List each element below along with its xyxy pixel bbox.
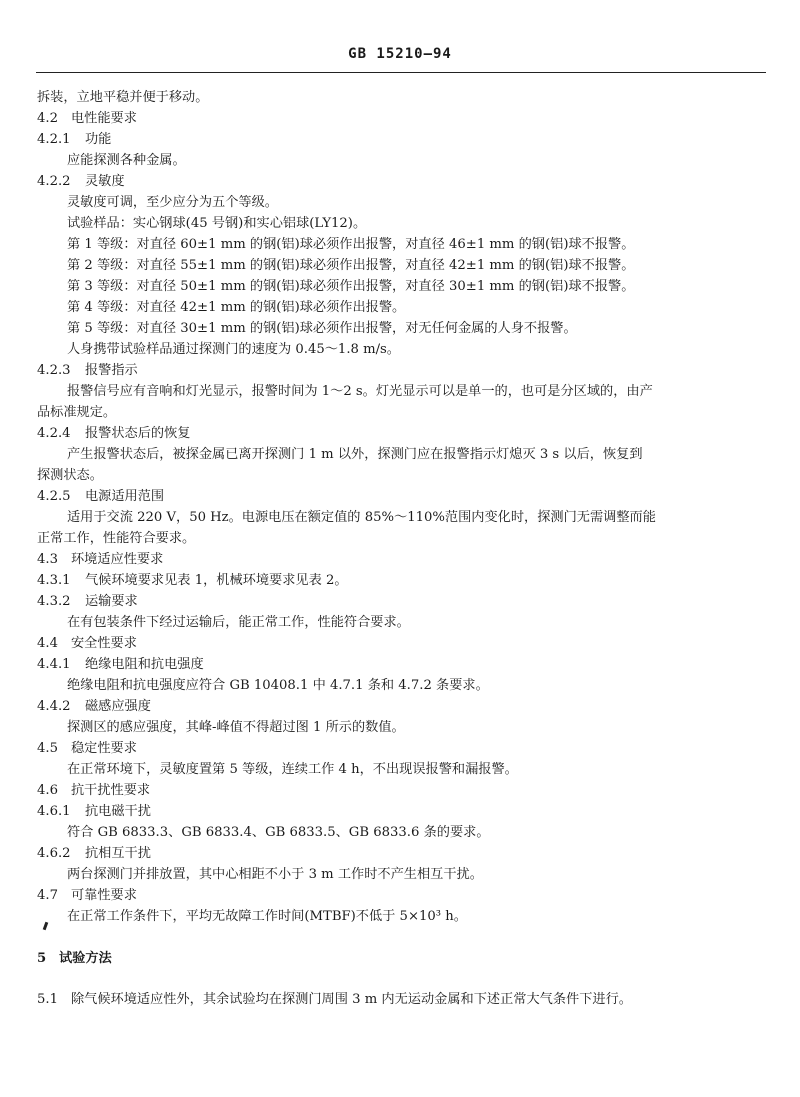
section-heading-4-6-2	[37, 846, 151, 862]
paragraph: 第 3 等级：对直径 50±1 mm 的钢(铝)球必须作出报警，对直径 30±1 mm 的钢(铝)球不报警。	[67, 279, 635, 294]
section-title: 除气候环境适应性外，其余试验均在探测门周围 3 m 内无运动金属和下述正常大气条件下进行。	[71, 992, 632, 1007]
section-heading-4-4-2	[37, 699, 151, 715]
section-heading-4-2-5	[37, 489, 164, 505]
section-title: 试验方法	[59, 951, 112, 966]
section-title: 稳定性要求	[71, 741, 137, 756]
paragraph: 在正常环境下，灵敏度置第 5 等级，连续工作 4 h，不出现误报警和漏报警。	[67, 762, 518, 777]
section-heading-4-4-1	[37, 657, 204, 673]
section-number: 4.6	[37, 783, 58, 798]
section-title: 抗相互干扰	[85, 846, 151, 861]
section-heading-4-2-1	[37, 132, 111, 148]
section-number: 4.4.1	[37, 657, 71, 672]
section-heading-4-6	[37, 783, 150, 799]
section-title: 安全性要求	[71, 636, 137, 651]
section-title: 灵敏度	[85, 174, 125, 189]
section-heading-4-5	[37, 741, 137, 757]
scan-mark	[43, 922, 49, 931]
section-title: 可靠性要求	[71, 888, 137, 903]
section-title: 报警指示	[85, 363, 138, 378]
section-title: 环境适应性要求	[71, 552, 164, 567]
section-heading-4-3-2	[37, 594, 138, 610]
section-title: 功能	[85, 132, 112, 147]
section-number: 4.3.1	[37, 573, 71, 588]
paragraph: 第 4 等级：对直径 42±1 mm 的钢(铝)球必须作出报警。	[67, 300, 406, 315]
section-heading-4-2-2	[37, 174, 125, 190]
section-title: 抗干扰性要求	[71, 783, 151, 798]
section-number: 4.6.2	[37, 846, 71, 861]
paragraph: 在有包装条件下经过运输后，能正常工作，性能符合要求。	[67, 615, 410, 630]
section-number: 4.4	[37, 636, 58, 651]
section-heading-4-3-1	[37, 573, 348, 589]
section-title: 电源适用范围	[85, 489, 165, 504]
header-rule	[36, 72, 766, 73]
section-number: 4.5	[37, 741, 58, 756]
section-number: 4.2.1	[37, 132, 71, 147]
section-heading-4-2-3	[37, 363, 138, 379]
section-title: 磁感应强度	[85, 699, 151, 714]
section-number: 4.3	[37, 552, 58, 567]
paragraph: 第 2 等级：对直径 55±1 mm 的钢(铝)球必须作出报警，对直径 42±1 mm 的钢(铝)球不报警。	[67, 258, 635, 273]
section-number: 4.6.1	[37, 804, 71, 819]
section-heading-4-4	[37, 636, 137, 652]
paragraph: 第 5 等级：对直径 30±1 mm 的钢(铝)球必须作出报警，对无任何金属的人身不报警。	[67, 321, 577, 336]
section-heading-4-2-4	[37, 426, 191, 442]
section-number: 5.1	[37, 992, 58, 1007]
paragraph: 拆装，立地平稳并便于移动。	[37, 90, 209, 105]
section-heading-5	[37, 951, 112, 967]
section-heading-4-3	[37, 552, 163, 568]
section-number: 5	[37, 951, 47, 966]
section-heading-4-2	[37, 111, 137, 127]
paragraph: 应能探测各种金属。	[67, 153, 186, 168]
section-title: 绝缘电阻和抗电强度	[85, 657, 204, 672]
paragraph: 探测状态。	[37, 468, 103, 483]
paragraph: 品标准规定。	[37, 405, 117, 420]
section-heading-5-1	[37, 992, 632, 1008]
section-number: 4.4.2	[37, 699, 71, 714]
section-title: 气候环境要求见表 1，机械环境要求见表 2。	[85, 573, 348, 588]
section-title: 抗电磁干扰	[85, 804, 151, 819]
section-number: 4.7	[37, 888, 58, 903]
section-heading-4-6-1	[37, 804, 151, 820]
section-number: 4.2.4	[37, 426, 71, 441]
paragraph: 灵敏度可调，至少应分为五个等级。	[67, 195, 278, 210]
section-number: 4.2.5	[37, 489, 71, 504]
paragraph: 两台探测门并排放置，其中心相距不小于 3 m 工作时不产生相互干扰。	[67, 867, 483, 882]
section-number: 4.2.3	[37, 363, 71, 378]
section-title: 电性能要求	[71, 111, 137, 126]
section-number: 4.2.2	[37, 174, 71, 189]
page-header: GB 15210—94	[348, 46, 452, 62]
paragraph: 探测区的感应强度，其峰-峰值不得超过图 1 所示的数值。	[67, 720, 405, 735]
section-title: 报警状态后的恢复	[85, 426, 191, 441]
paragraph: 人身携带试验样品通过探测门的速度为 0.45～1.8 m/s。	[67, 342, 400, 357]
paragraph: 绝缘电阻和抗电强度应符合 GB 10408.1 中 4.7.1 条和 4.7.2 条要求。	[67, 678, 489, 693]
section-number: 4.2	[37, 111, 58, 126]
paragraph: 符合 GB 6833.3、GB 6833.4、GB 6833.5、GB 6833.6 条的要求。	[67, 825, 490, 840]
paragraph: 在正常工作条件下，平均无故障工作时间(MTBF)不低于 5×10³ h。	[67, 909, 467, 924]
section-number: 4.3.2	[37, 594, 71, 609]
paragraph: 产生报警状态后，被探金属已离开探测门 1 m 以外，探测门应在报警指示灯熄灭 3 s 以后，恢复到	[67, 447, 643, 462]
paragraph: 试验样品：实心钢球(45 号钢)和实心铝球(LY12)。	[67, 216, 367, 231]
paragraph: 报警信号应有音响和灯光显示，报警时间为 1～2 s。灯光显示可以是单一的，也可是分区域的，由产	[67, 384, 653, 399]
section-title: 运输要求	[85, 594, 138, 609]
paragraph: 第 1 等级：对直径 60±1 mm 的钢(铝)球必须作出报警，对直径 46±1 mm 的钢(铝)球不报警。	[67, 237, 635, 252]
paragraph: 适用于交流 220 V，50 Hz。电源电压在额定值的 85%～110%范围内变化时，探测门无需调整而能	[67, 510, 656, 525]
section-heading-4-7	[37, 888, 137, 904]
paragraph: 正常工作，性能符合要求。	[37, 531, 196, 546]
